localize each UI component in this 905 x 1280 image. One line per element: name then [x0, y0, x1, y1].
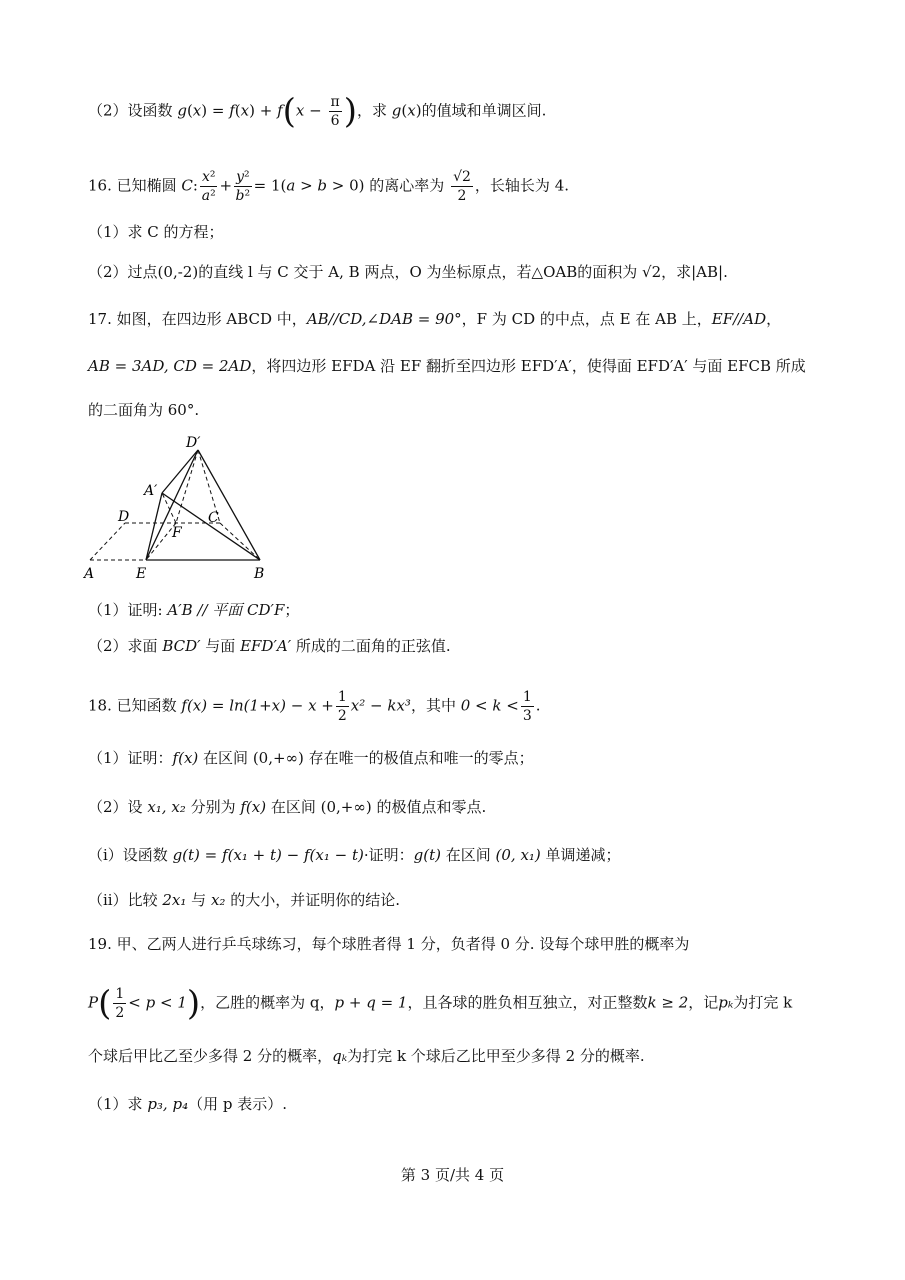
q17-figure: [80, 430, 280, 585]
label-D: D: [118, 509, 130, 525]
q18-part2-ii: （ii）比较 2x₁ 与 x₂ 的大小，并证明你的结论.: [88, 891, 400, 909]
label-F: F: [172, 525, 182, 541]
page-footer: 第 3 页/共 4 页: [400, 1166, 505, 1184]
q19-part1: （1）求 p₃, p₄（用 p 表示）.: [88, 1095, 288, 1113]
q16-part2: （2）过点(0,-2)的直线 l 与 C 交于 A, B 两点，O 为坐标原点，若△OAB的面积为 √2，求|AB|.: [88, 263, 728, 281]
label-E: E: [136, 566, 147, 582]
q17-stem-line1: 17. 如图，在四边形 ABCD 中，AB//CD,∠DAB = 90°，F 为 CD 的中点，点 E 在 AB 上，EF//AD，: [88, 310, 782, 328]
q16-part1: （1）求 C 的方程；: [88, 223, 224, 241]
q18-stem: 18. 已知函数 f(x) = ln(1+x) − x + $\frac{1}{2}$ x² − kx³，其中 0 < k < $\frac{1}{3}$ .: [88, 689, 541, 724]
q16-stem: 16. 已知椭圆 C: $\frac{\text{x²}}{\text{a²}}$ + $\frac{\text{y²}}{\text{b²}}$ = 1(a > b > 0) 的离心率为 $\frac{√2}{2}$ ，长轴长为 4.: [88, 169, 570, 204]
label-A1: A′: [144, 483, 158, 499]
q18-part2: （2）设 x₁, x₂ 分别为 f(x) 在区间 (0,+∞) 的极值点和零点.: [88, 798, 487, 816]
q18-part2-i: （i）设函数 g(t) = f(x₁ + t) − f(x₁ − t)·证明：g(t) 在区间 (0, x₁) 单调递减；: [88, 846, 621, 864]
q17-stem-line3: 的二面角为 60°.: [88, 401, 200, 419]
q15-part2: （2）设函数 g(x) = f(x) + f(x − $\frac{\pi}{6}$ )，求 g(x)的值域和单调区间.: [88, 91, 547, 132]
q17-part1: （1）证明: A′B // 平面 CD′F；: [88, 601, 300, 619]
label-B: B: [254, 566, 265, 582]
label-C: C: [208, 510, 219, 526]
label-D1: D′: [186, 435, 201, 451]
label-A: A: [84, 566, 95, 582]
q17-stem-line2: AB = 3AD, CD = 2AD，将四边形 EFDA 沿 EF 翻折至四边形 EFD′A′，使得面 EFD′A′ 与面 EFCB 所成: [88, 357, 806, 375]
q18-part1: （1）证明：f(x) 在区间 (0,+∞) 存在唯一的极值点和唯一的零点；: [88, 749, 534, 767]
q19-stem-line3: 个球后甲比乙至少多得 2 分的概率，qₖ为打完 k 个球后乙比甲至少多得 2 分的概率.: [88, 1047, 645, 1065]
q19-stem-line2: P( $\frac{1}{2}$ < p < 1)，乙胜的概率为 q，p + q = 1，且各球的胜负相互独立，对正整数k ≥ 2，记pₖ为打完 k: [88, 983, 793, 1024]
q17-part2: （2）求面 BCD′ 与面 EFD′A′ 所成的二面角的正弦值.: [88, 637, 451, 655]
q19-stem-line1: 19. 甲、乙两人进行乒乓球练习，每个球胜者得 1 分，负者得 0 分. 设每个球甲胜的概率为: [88, 935, 690, 953]
